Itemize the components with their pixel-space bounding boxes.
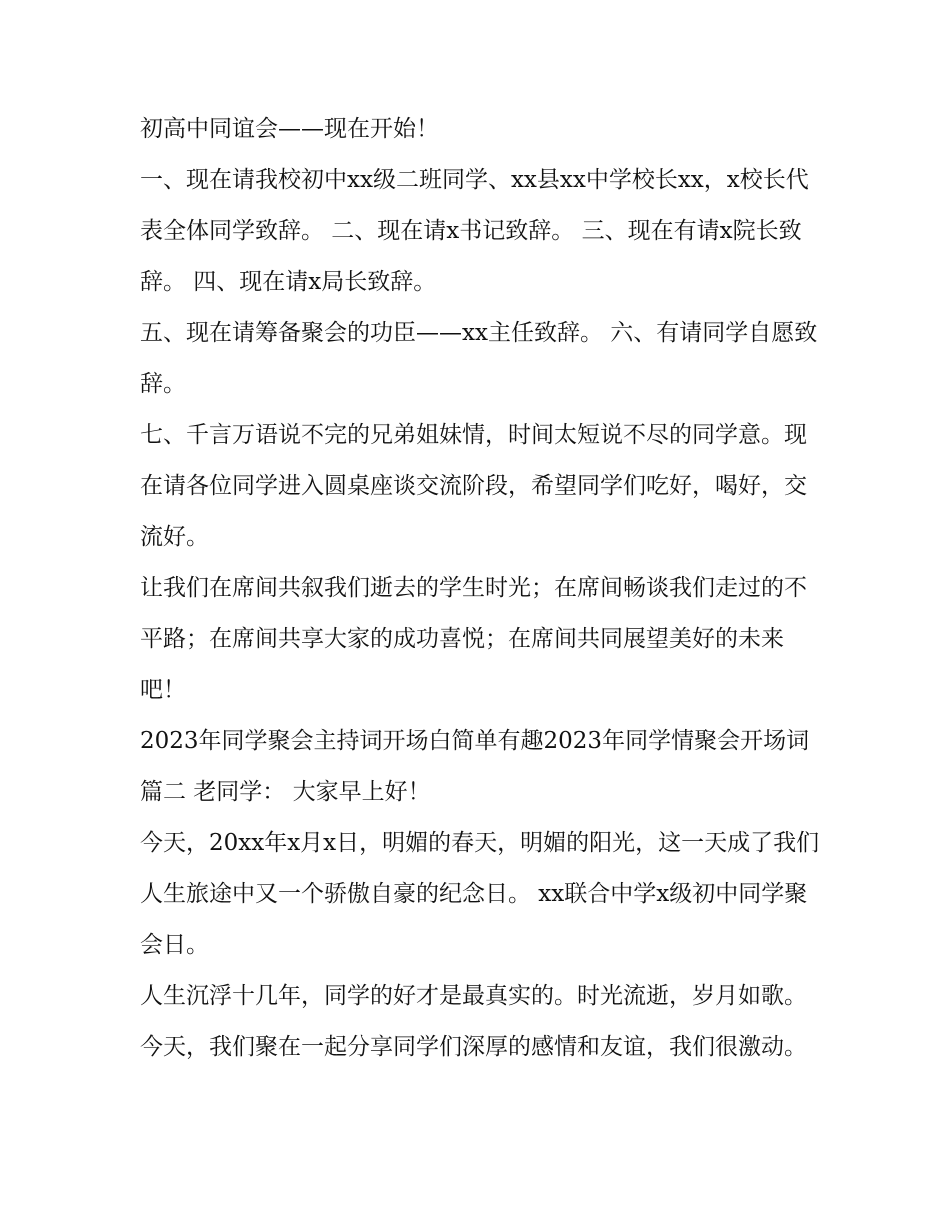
paragraph-today: 今天，20xx年x月x日，明媚的春天，明媚的阳光，这一天成了我们人生旅途中又一个骄傲自豪的纪念日。 xx联合中学x级初中同学聚会日。 <box>140 830 820 958</box>
paragraph-item-5-6: 五、现在请筹备聚会的功臣——xx主任致辞。 六、有请同学自愿致辞。 <box>140 320 818 397</box>
paragraph-opening: 初高中同谊会——现在开始！ <box>140 116 439 142</box>
paragraph-life: 人生沉浮十几年，同学的好才是最真实的。时光流逝，岁月如歌。今天，我们聚在一起分享同学们深厚的感情和友谊，我们很激动。 <box>140 983 807 1060</box>
document-body <box>140 104 820 1073</box>
paragraph-item-1-to-4: 一、现在请我校初中xx级二班同学、xx县xx中学校长xx，x校长代表全体同学致辞。 二、现在请x书记致辞。 三、现在有请x院长致辞。 四、现在请x局长致辞。 <box>140 167 809 295</box>
paragraph-item-7: 七、千言万语说不完的兄弟姐妹情，时间太短说不尽的同学意。现在请各位同学进入圆桌座谈交流阶段，希望同学们吃好，喝好，交流好。 <box>140 422 807 550</box>
paragraph-toast: 让我们在席间共叙我们逝去的学生时光；在席间畅谈我们走过的不平路；在席间共享大家的成功喜悦；在席间共同展望美好的未来吧！ <box>140 575 807 703</box>
paragraph-section-title: 2023年同学聚会主持词开场白简单有趣2023年同学情聚会开场词篇二 老同学： 大家早上好！ <box>140 728 810 805</box>
